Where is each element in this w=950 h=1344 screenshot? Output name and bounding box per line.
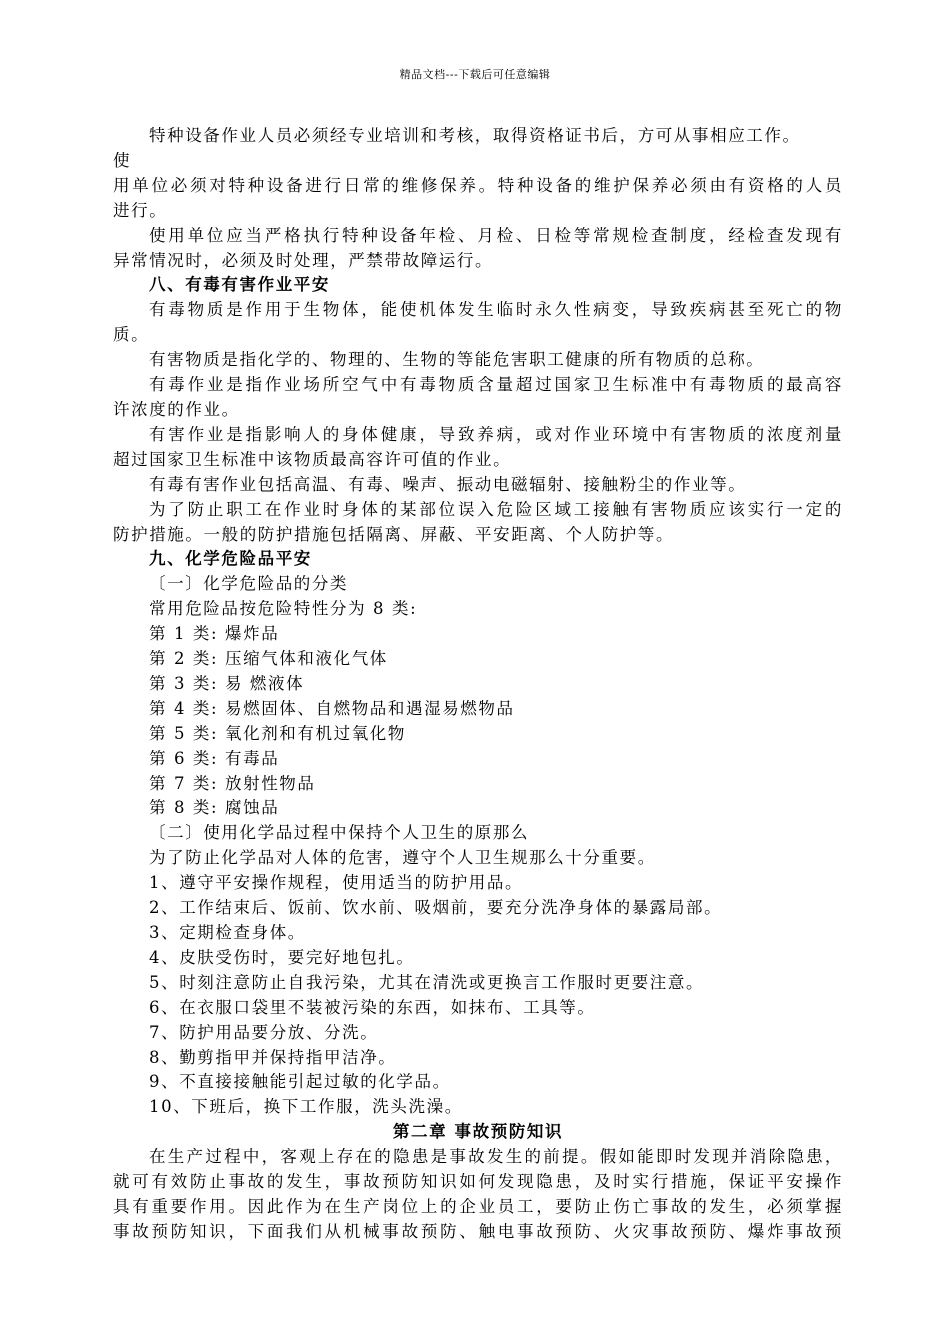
- paragraph-line: 第 5 类: 氧化剂和有机过氧化物: [149, 723, 406, 743]
- paragraph-line: 第 8 类: 腐蚀品: [149, 798, 280, 818]
- paragraph-line: 使: [113, 150, 132, 170]
- paragraph-line: 3、定期检查身体。: [149, 923, 306, 942]
- paragraph-line: 第 6 类: 有毒品: [149, 748, 280, 768]
- paragraph-line: 有害作业是指影响人的身体健康，导致养病，或对作业环境中有害物质的浓度剂量: [149, 424, 843, 444]
- section-heading: 八、有毒有害作业平安: [149, 275, 330, 295]
- chapter-title: 第二章 事故预防知识: [392, 1122, 564, 1142]
- paragraph-line: 10、下班后，换下工作服，洗头洗澡。: [149, 1097, 463, 1117]
- paragraph-line: 许浓度的作业。: [113, 399, 240, 419]
- paragraph-line: 〔一〕化学危险品的分类: [149, 574, 349, 594]
- paragraph-line: 常用危险品按危险特性分为 8 类:: [149, 599, 418, 619]
- paragraph-line: 有害物质是指化学的、物理的、生物的等能危害职工健康的所有物质的总称。: [149, 350, 765, 370]
- paragraph-line: 8、勤剪指甲并保持指甲洁净。: [149, 1047, 397, 1067]
- paragraph-line: 为了防止职工在作业时身体的某部位误入危险区域工接触有害物质应该实行一定的: [149, 499, 843, 519]
- paragraph-line: 第 1 类: 爆炸品: [149, 624, 280, 644]
- paragraph-line: 超过国家卫生标准中该物质最高容许可值的作业。: [113, 449, 512, 469]
- paragraph-line: 在生产过程中，客观上存在的隐患是事故发生的前提。假如能即时发现并消除隐患，: [149, 1147, 843, 1167]
- paragraph-line: 有毒物质是作用于生物体，能使机体发生临时永久性病变，导致疾病甚至死亡的物: [149, 300, 843, 320]
- paragraph-line: 〔二〕使用化学品过程中保持个人卫生的原那么: [149, 823, 530, 843]
- paragraph-line: 5、时刻注意防止自我污染，尤其在清洗或更换言工作服时更要注意。: [149, 972, 705, 992]
- section-heading: 九、化学危险品平安: [149, 549, 312, 569]
- paragraph-line: 防护措施。一般的防护措施包括隔离、屏蔽、平安距离、个人防护等。: [113, 524, 675, 544]
- paragraph-line: 第 2 类: 压缩气体和液化气体: [149, 649, 388, 669]
- paragraph-line: 用单位必须对特种设备进行日常的维修保养。特种设备的维护保养必须由有资格的人员: [113, 175, 843, 195]
- document-body: [113, 124, 843, 1245]
- paragraph-line: 6、在衣服口袋里不装被污染的东西，如抹布、工具等。: [149, 997, 596, 1017]
- paragraph-line: 为了防止化学品对人体的危害，遵守个人卫生规那么十分重要。: [149, 848, 656, 868]
- paragraph-line: 第 7 类: 放射性物品: [149, 773, 316, 793]
- paragraph-line: 有毒作业是指作业场所空气中有毒物质含量超过国家卫生标准中有毒物质的最高容: [149, 375, 843, 395]
- paragraph-line: 1、遵守平安操作规程，使用适当的防护用品。: [149, 873, 524, 893]
- paragraph-line: 具有重要作用。因此作为在生产岗位上的企业员工，要防止伤亡事故的发生，必须掌握: [113, 1196, 843, 1216]
- paragraph-line: 异常情况时，必须及时处理，严禁带故障运行。: [113, 250, 494, 270]
- paragraph-line: 质。: [113, 325, 150, 345]
- page-header: 精品文档---下载后可任意编辑: [399, 68, 551, 81]
- paragraph-line: 9、不直接接触能引起过敏的化学品。: [149, 1072, 451, 1092]
- paragraph-line: 2、工作结束后、饭前、饮水前、吸烟前，要充分洗净身体的暴露局部。: [149, 898, 723, 918]
- paragraph-line: 就可有效防止事故的发生，事故预防知识如何发现隐患，及时实行措施，保证平安操作: [113, 1172, 843, 1192]
- paragraph-line: 第 3 类: 易 燃液体: [149, 673, 305, 693]
- paragraph-line: 有毒有害作业包括高温、有毒、噪声、振动电磁辐射、接触粉尘的作业等。: [149, 474, 747, 494]
- paragraph-line: 事故预防知识，下面我们从机械事故预防、触电事故预防、火灾事故预防、爆炸事故预: [113, 1221, 843, 1241]
- paragraph-line: 进行。: [113, 200, 168, 220]
- paragraph-line: 4、皮肤受伤时，要完好地包扎。: [149, 947, 415, 967]
- paragraph-line: 特种设备作业人员必须经专业培训和考核，取得资格证书后，方可从事相应工作。: [149, 126, 801, 145]
- paragraph-line: 7、防护用品要分放、分洗。: [149, 1022, 379, 1042]
- paragraph-line: 第 4 类: 易燃固体、自燃物品和遇湿易燃物品: [149, 698, 515, 718]
- paragraph-line: 使用单位应当严格执行特种设备年检、月检、日检等常规检查制度，经检查发现有: [149, 225, 843, 245]
